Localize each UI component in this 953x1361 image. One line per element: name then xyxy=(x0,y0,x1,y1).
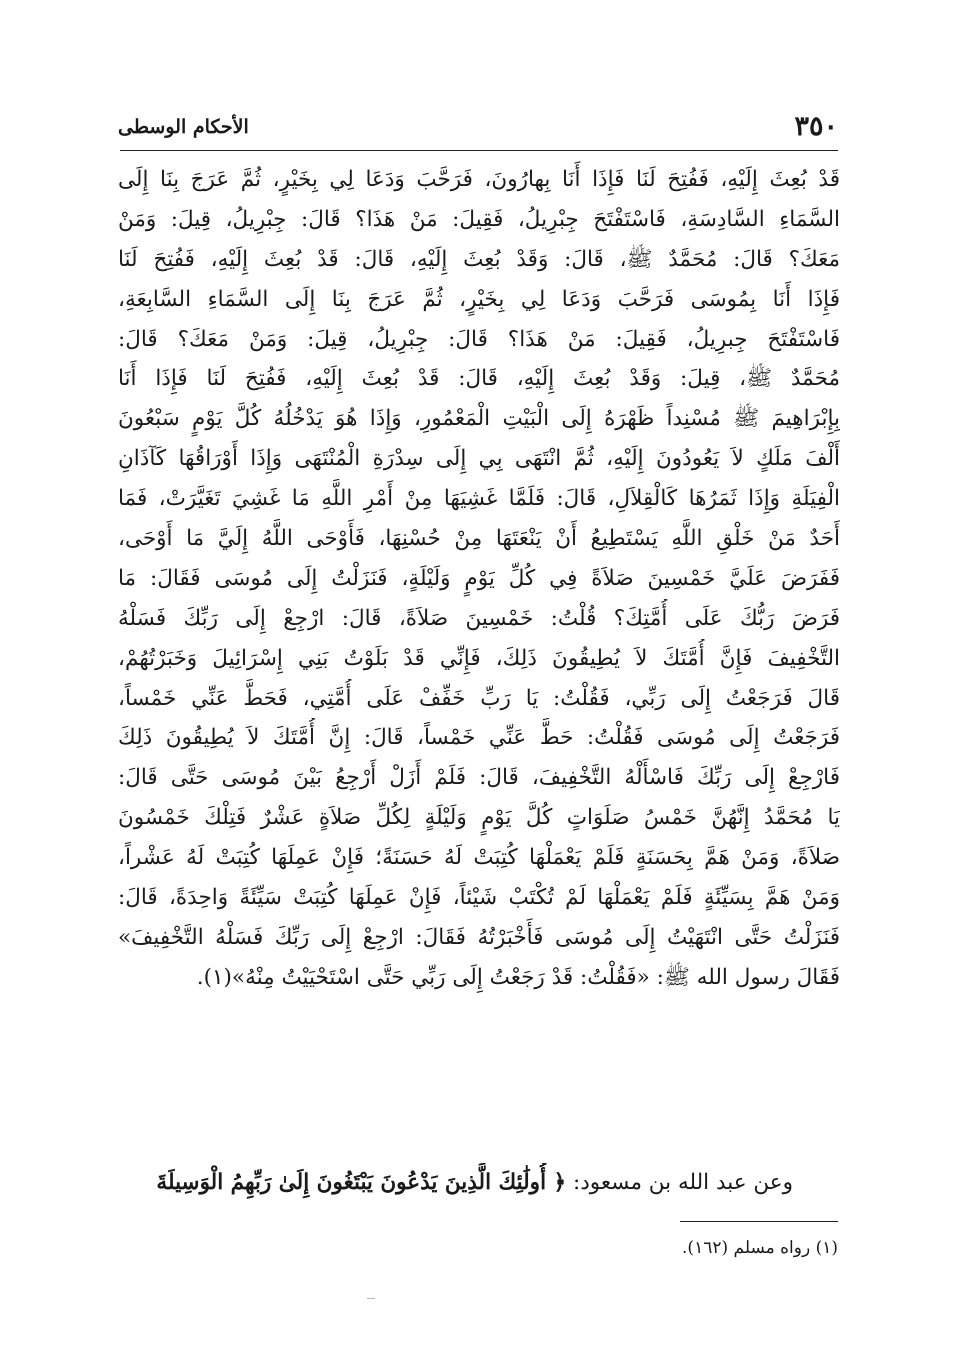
text-line: فَارْجِعْ إِلَى رَبِّكَ فَاسْأَلْهُ التَّخْفِيفَ، قَالَ: فَلَمْ أَزَلْ أَرْجِعُ بَيْنَ مُوسَى حَتَّى قَالَ: xyxy=(118,765,840,791)
running-header xyxy=(118,110,838,144)
text-line: التَّخْفِيفَ فَإِنَّ أُمَّتَكَ لاَ يُطِيقُونَ ذَلِكَ، فَإِنِّي قَدْ بَلَوْتُ بَنِي إِسْرَائِيلَ وَخَبَرْتُهُمْ، xyxy=(118,645,840,671)
text-line: فَاسْتَفْتَحَ جِبرِيلُ، فَقِيلَ: مَنْ هَذَا؟ قَالَ: جِبْرِيلُ، قِيلَ: وَمَنْ مَعَكَ؟ قَالَ: xyxy=(118,326,840,352)
scan-artifact xyxy=(367,1298,375,1299)
text-line: صَلاَةً، وَمَنْ هَمَّ بِحَسَنَةٍ فَلَمْ يَعْمَلْهَا كُتِبَتْ لَهُ حَسَنَةً؛ فَإِنْ عَمِلَهَا كُتِبَتْ لَهُ عَشْراً، xyxy=(118,845,840,871)
next-hadith-line xyxy=(118,1163,793,1203)
text-line: الْفِيَلَةِ وَإِذَا ثَمَرُهَا كَالْقِلاَلِ، قَالَ: فَلَمَّا غَشِيَهَا مِنْ أَمْرِ اللَّهِ مَا غَشِيَ تَغَيَّرَتْ، فَمَا xyxy=(118,486,840,512)
text-line: السَّمَاءِ السَّادِسَةِ، فَاسْتَفْتَحَ جِبْرِيلُ، فَقِيلَ: مَنْ هَذَا؟ قَالَ: جِبْرِيلُ، قِيلَ: وَمَنْ xyxy=(118,206,840,232)
hadith-intro: وعن عبد الله بن مسعود: xyxy=(572,1170,793,1195)
text-line: بِإِبْرَاهِيمَ ﷺ مُسْنِداً ظَهْرَهُ إِلَى الْبَيْتِ الْمَعْمُورِ، وَإِذَا هُوَ يَدْخُلُهُ كُلَّ يَوْمٍ سَبْعُونَ xyxy=(118,406,840,432)
text-line: فَرَجَعْتُ إِلَى مُوسَى فَقُلْتُ: حَطَّ عَنِّي خَمْساً، قَالَ: إِنَّ أُمَّتَكَ لاَ يُطِيقُونَ ذَلِكَ xyxy=(118,725,840,751)
text-line: أَحَدٌ مَنْ خَلْقِ اللَّهِ يَسْتَطِيعُ أَنْ يَنْعَتَهَا مِنْ حُسْنِهَا، فَأَوْحَى اللَّهُ إِلَيَّ مَا أَوْحَى، xyxy=(118,526,840,552)
text-line: قَدْ بُعِثَ إِلَيْهِ، فَفُتِحَ لَنَا فَإِذَا أَنَا بِهارُونَ، فَرَحَّبَ وَدَعَا لِي بِخَيْرٍ، ثُمَّ عَرَجَ بِنَا إِلَى xyxy=(118,167,840,192)
text-line: أَلْفَ مَلَكٍ لاَ يَعُودُونَ إِلَيْهِ، ثُمَّ انْتَهَى بِي إِلَى سِدْرَةِ الْمُنْتَهَى وَإِذَا أَوْرَاقُهَا كَآذَانِ xyxy=(118,446,840,472)
text-line: فَرَضَ رَبُّكَ عَلَى أُمَّتِكَ؟ قُلْتُ: خَمْسِينَ صَلاَةً، قَالَ: ارْجِعْ إِلَى رَبِّكَ فَسَلْهُ xyxy=(118,605,840,631)
text-line: فَنَزَلْتُ حَتَّى انْتَهَيْتُ إِلَى مُوسَى فَأَخْبَرْتُهُ فَقَالَ: ارْجِعْ إِلَى رَبِّكَ فَسَلْهُ التَّخْفِيفَ» xyxy=(118,924,840,950)
header-divider xyxy=(120,150,838,151)
text-line: فَإِذَا أَنَا بِمُوسَى فَرَحَّبَ وَدَعَا لِي بِخَيْرٍ، ثُمَّ عَرَجَ بِنَا إِلَى السَّمَاءِ السَّابِعَةِ، xyxy=(118,286,840,312)
text-line: قَالَ فَرَجَعْتُ إِلَى رَبِّي، فَقُلْتُ: يَا رَبِّ خَفِّفْ عَلَى أُمَّتِي، فَحَطَّ عَنِّي خَمْساً، xyxy=(118,685,840,711)
page-number: ٣٥٠ xyxy=(794,111,838,142)
text-line: وَمَنْ هَمَّ بِسَيِّئَةٍ فَلَمْ يَعْمَلْهَا لَمْ تُكْتَبْ شَيْئاً، فَإِنْ عَمِلَهَا كُتِبَتْ سَيِّئَةً وَاحِدَةً، قَالَ: xyxy=(118,885,840,911)
footnote-divider xyxy=(680,1221,838,1222)
text-line: مَعَكَ؟ قَالَ: مُحَمَّدٌ ﷺ، قَالَ: وَقَدْ بُعِثَ إِلَيْهِ، قَالَ: قَدْ بُعِثَ إِلَيْهِ، فَفُتِحَ لَنَا xyxy=(118,246,840,272)
text-line-final: فَقَالَ رسول الله ﷺ: «فَقُلْتُ: قَدْ رَجَعْتُ إِلَى رَبِّي حَتَّى اسْتَحْيَيْتُ مِنْهُ»(١). xyxy=(196,964,840,990)
quran-verse: ﴿ أُولَٰئِكَ الَّذِينَ يَدْعُونَ يَبْتَغُونَ إِلَىٰ رَبِّهِمُ الْوَسِيلَةَ xyxy=(156,1170,567,1195)
text-line: يَا مُحَمَّدُ إِنَّهُنَّ خَمْسُ صَلَوَاتٍ كُلَّ يَوْمٍ وَلَيْلَةٍ لِكُلِّ صَلاَةٍ عَشْرٌ فَتِلْكَ خَمْسُونَ xyxy=(118,805,840,831)
footnote: (١) رواه مسلم (١٦٢). xyxy=(682,1238,838,1258)
text-line: فَفَرَضَ عَلَيَّ خَمْسِينَ صَلاَةً فِي كُلِّ يَوْمٍ وَلَيْلَةٍ، فَنَزَلْتُ إِلَى مُوسَى فَقَالَ: مَا xyxy=(118,565,840,591)
book-title: الأحكام الوسطى xyxy=(118,116,249,138)
text-line: مُحَمَّدٌ ﷺ، قِيلَ: وَقَدْ بُعِثَ إِلَيْهِ، قَالَ: قَدْ بُعِثَ إِلَيْهِ، فَفُتِحَ لَنَا فَإِذَا أَنَا xyxy=(118,366,840,392)
hadith-body xyxy=(118,160,840,998)
